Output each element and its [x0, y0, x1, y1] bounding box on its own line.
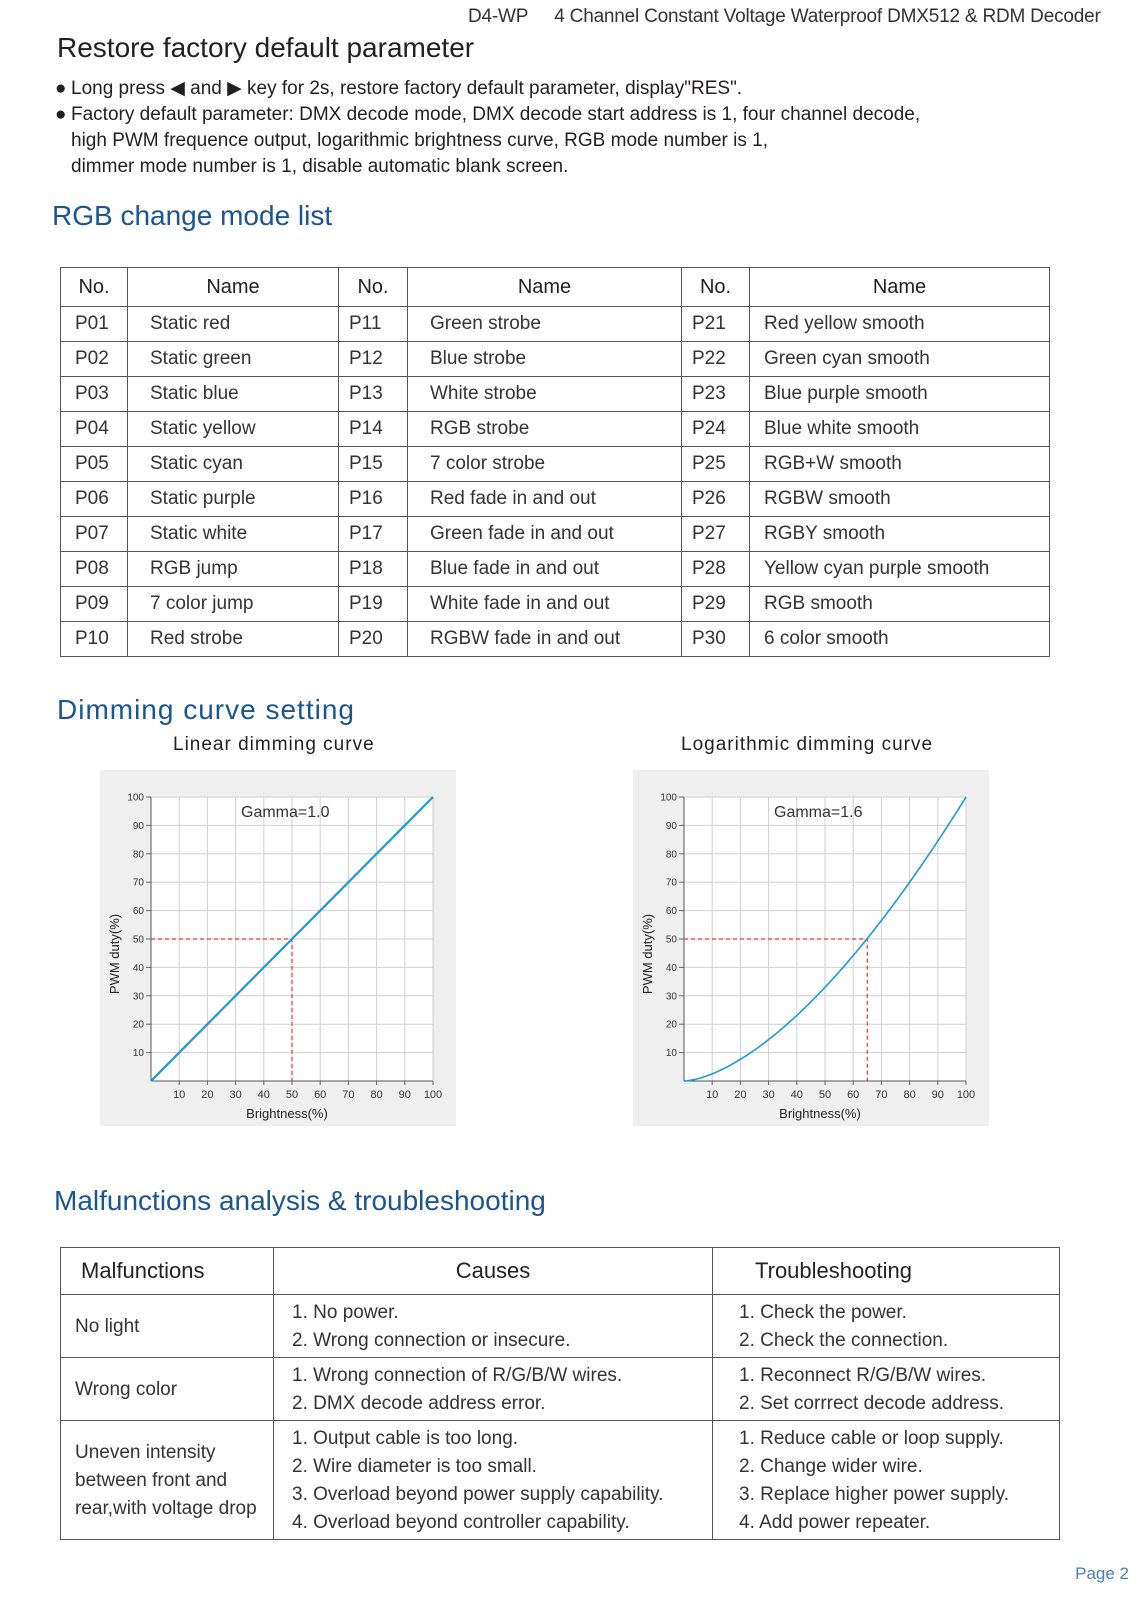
y-tick-label: 10	[132, 1048, 144, 1060]
y-axis-label: PWM duty(%)	[107, 913, 122, 995]
malfunctions-section-title: Malfunctions analysis & troubleshooting	[54, 1185, 546, 1216]
table-row	[61, 622, 1050, 657]
cell-line: 3. Overload beyond power supply capability.	[292, 1484, 664, 1505]
mode-number-cell: P02	[61, 342, 128, 377]
mode-name-cell: RGB+W smooth	[750, 447, 1050, 482]
column-header: No.	[339, 268, 408, 307]
mode-name-cell: RGBW fade in and out	[408, 622, 682, 657]
bullet-dot-icon: ●	[55, 104, 67, 125]
x-tick-label: 30	[229, 1089, 242, 1101]
mode-number-cell: P03	[61, 377, 128, 412]
malfunction-cell	[61, 1358, 274, 1421]
mode-name-cell: Blue strobe	[408, 342, 682, 377]
log-chart-svg	[633, 770, 989, 1126]
x-tick-label: 100	[956, 1089, 976, 1101]
mode-name-cell: Static cyan	[128, 447, 339, 482]
cell-line: 4. Add power repeater.	[739, 1512, 931, 1533]
y-tick-label: 90	[665, 820, 677, 832]
mode-name-cell: Static blue	[128, 377, 339, 412]
x-tick-label: 100	[423, 1089, 443, 1101]
malfunction-cell	[61, 1295, 274, 1358]
column-header: Name	[128, 268, 339, 307]
mode-name-cell: Static purple	[128, 482, 339, 517]
linear-chart-title: Linear dimming curve	[173, 734, 375, 755]
mode-number-cell: P10	[61, 622, 128, 657]
causes-cell	[274, 1295, 713, 1358]
y-tick-label: 50	[132, 934, 144, 946]
bullet-text: Long press ◀ and ▶ key for 2s, restore factory default parameter, display"RES".	[71, 78, 743, 99]
restore-section-title: Restore factory default parameter	[57, 32, 475, 63]
cell-line: 2. Check the connection.	[739, 1330, 949, 1351]
y-tick-label: 70	[132, 877, 144, 889]
table-row	[61, 307, 1050, 342]
mode-number-cell: P11	[339, 307, 408, 342]
cell-line: 1. Reduce cable or loop supply.	[739, 1428, 1004, 1449]
malfunction-cell	[61, 1421, 274, 1540]
x-tick-label: 80	[370, 1089, 383, 1101]
y-tick-label: 30	[132, 991, 144, 1003]
bullet-text: dimmer mode number is 1, disable automatic blank screen.	[71, 156, 569, 177]
malfunctions-table	[60, 1247, 1060, 1540]
cell-line: 2. Wire diameter is too small.	[292, 1456, 537, 1477]
cell-line: 2. Wrong connection or insecure.	[292, 1330, 571, 1351]
x-tick-label: 60	[847, 1089, 860, 1101]
mode-name-cell: Static green	[128, 342, 339, 377]
linear-chart-svg	[100, 770, 456, 1126]
rgb-section-title: RGB change mode list	[52, 200, 333, 231]
table-row	[61, 552, 1050, 587]
cell-line: 1. No power.	[292, 1302, 399, 1323]
y-tick-label: 40	[132, 962, 144, 974]
mode-number-cell: P28	[682, 552, 750, 587]
x-tick-label: 50	[818, 1089, 832, 1101]
mode-number-cell: P07	[61, 517, 128, 552]
y-axis-label: PWM duty(%)	[640, 913, 655, 995]
column-header: Name	[408, 268, 682, 307]
x-tick-label: 20	[201, 1089, 214, 1101]
mode-number-cell: P04	[61, 412, 128, 447]
cell-line: rear,with voltage drop	[75, 1498, 257, 1519]
bullet-dot-icon: ●	[55, 78, 67, 99]
malfunctions-table-body	[61, 1295, 1060, 1540]
mode-name-cell: Static red	[128, 307, 339, 342]
mode-number-cell: P08	[61, 552, 128, 587]
table-row	[61, 447, 1050, 482]
x-tick-label: 50	[285, 1089, 299, 1101]
mode-number-cell: P05	[61, 447, 128, 482]
mode-number-cell: P19	[339, 587, 408, 622]
y-tick-label: 80	[132, 849, 144, 861]
bullet-text: high PWM frequence output, logarithmic brightness curve, RGB mode number is 1,	[71, 130, 768, 151]
page-number: Page 2	[1075, 1564, 1129, 1583]
gamma-annotation: Gamma=1.0	[241, 804, 330, 821]
x-tick-label: 70	[875, 1089, 888, 1101]
cell-line: Uneven intensity	[75, 1442, 216, 1463]
mode-number-cell: P16	[339, 482, 408, 517]
restore-bullets	[55, 76, 920, 180]
mode-name-cell: RGB strobe	[408, 412, 682, 447]
mode-name-cell: 7 color strobe	[408, 447, 682, 482]
rgb-mode-table	[60, 267, 1050, 657]
table-header-row	[61, 1248, 1060, 1295]
y-tick-label: 60	[665, 906, 677, 918]
mode-name-cell: 6 color smooth	[750, 622, 1050, 657]
mode-number-cell: P13	[339, 377, 408, 412]
cell-line: Wrong color	[75, 1379, 178, 1400]
y-tick-label: 50	[665, 934, 677, 946]
y-tick-label: 40	[665, 962, 677, 974]
mode-number-cell: P29	[682, 587, 750, 622]
log-chart	[633, 770, 989, 1126]
mode-number-cell: P17	[339, 517, 408, 552]
table-row	[61, 377, 1050, 412]
table-row	[61, 517, 1050, 552]
mode-name-cell: 7 color jump	[128, 587, 339, 622]
y-tick-label: 60	[132, 906, 144, 918]
cell-line: 2. Set corrrect decode address.	[739, 1393, 1005, 1414]
cell-line: between front and	[75, 1470, 228, 1491]
x-tick-label: 20	[734, 1089, 747, 1101]
dimming-section-title: Dimming curve setting	[57, 694, 355, 725]
x-tick-label: 10	[706, 1089, 719, 1101]
cell-line: 1. Wrong connection of R/G/B/W wires.	[292, 1365, 623, 1386]
column-header: No.	[61, 268, 128, 307]
troubleshooting-cell	[713, 1358, 1060, 1421]
mode-name-cell: Static white	[128, 517, 339, 552]
mode-number-cell: P14	[339, 412, 408, 447]
cell-line: 4. Overload beyond controller capability.	[292, 1512, 630, 1533]
mode-name-cell: Blue white smooth	[750, 412, 1050, 447]
mode-number-cell: P12	[339, 342, 408, 377]
table-row	[61, 342, 1050, 377]
mode-number-cell: P30	[682, 622, 750, 657]
cell-line: 1. Output cable is too long.	[292, 1428, 519, 1449]
mode-number-cell: P26	[682, 482, 750, 517]
document-title: 4 Channel Constant Voltage Waterproof DMX512 & RDM Decoder	[554, 6, 1101, 27]
x-tick-label: 30	[762, 1089, 775, 1101]
mode-name-cell: Blue purple smooth	[750, 377, 1050, 412]
mode-number-cell: P27	[682, 517, 750, 552]
y-tick-label: 100	[127, 792, 144, 804]
cell-line: 2. DMX decode address error.	[292, 1393, 546, 1414]
x-tick-label: 10	[173, 1089, 186, 1101]
mode-number-cell: P01	[61, 307, 128, 342]
table-row	[61, 412, 1050, 447]
mode-number-cell: P21	[682, 307, 750, 342]
x-tick-label: 70	[342, 1089, 355, 1101]
mode-name-cell: RGBY smooth	[750, 517, 1050, 552]
mode-name-cell: RGB jump	[128, 552, 339, 587]
y-tick-label: 70	[665, 877, 677, 889]
x-axis-label: Brightness(%)	[246, 1106, 328, 1121]
x-tick-label: 40	[257, 1089, 270, 1101]
gamma-annotation: Gamma=1.6	[774, 804, 863, 821]
mode-number-cell: P25	[682, 447, 750, 482]
column-header: Causes	[274, 1248, 713, 1295]
mode-name-cell: Yellow cyan purple smooth	[750, 552, 1050, 587]
cell-line: 2. Change wider wire.	[739, 1456, 923, 1477]
mode-name-cell: RGB smooth	[750, 587, 1050, 622]
mode-name-cell: Red fade in and out	[408, 482, 682, 517]
mode-number-cell: P22	[682, 342, 750, 377]
mode-name-cell: Static yellow	[128, 412, 339, 447]
y-tick-label: 100	[660, 792, 677, 804]
cell-line: 3. Replace higher power supply.	[739, 1484, 1010, 1505]
table-row	[61, 1358, 1060, 1421]
y-tick-label: 10	[665, 1048, 677, 1060]
column-header: No.	[682, 268, 750, 307]
mode-name-cell: Blue fade in and out	[408, 552, 682, 587]
cell-line: 1. Reconnect R/G/B/W wires.	[739, 1365, 987, 1386]
mode-name-cell: RGBW smooth	[750, 482, 1050, 517]
mode-number-cell: P18	[339, 552, 408, 587]
mode-number-cell: P20	[339, 622, 408, 657]
cell-line: 1. Check the power.	[739, 1302, 907, 1323]
x-tick-label: 60	[314, 1089, 327, 1101]
table-row	[61, 1295, 1060, 1358]
x-tick-label: 90	[398, 1089, 411, 1101]
troubleshooting-cell	[713, 1421, 1060, 1540]
y-tick-label: 80	[665, 849, 677, 861]
column-header: Name	[750, 268, 1050, 307]
mode-name-cell: White fade in and out	[408, 587, 682, 622]
x-tick-label: 80	[903, 1089, 916, 1101]
column-header: Troubleshooting	[713, 1248, 1060, 1295]
linear-chart	[100, 770, 456, 1126]
table-row	[61, 587, 1050, 622]
mode-number-cell: P24	[682, 412, 750, 447]
rgb-table-body	[61, 307, 1050, 657]
x-tick-label: 90	[931, 1089, 944, 1101]
causes-cell	[274, 1421, 713, 1540]
causes-cell	[274, 1358, 713, 1421]
document-header	[468, 6, 1101, 28]
table-header-row	[61, 268, 1050, 307]
mode-name-cell: Red strobe	[128, 622, 339, 657]
mode-name-cell: Red yellow smooth	[750, 307, 1050, 342]
troubleshooting-cell	[713, 1295, 1060, 1358]
mode-name-cell: Green cyan smooth	[750, 342, 1050, 377]
y-tick-label: 30	[665, 991, 677, 1003]
bullet-item	[55, 76, 920, 102]
y-tick-label: 90	[132, 820, 144, 832]
bullet-text: Factory default parameter: DMX decode mode, DMX decode start address is 1, four channel decode,	[71, 104, 921, 125]
mode-number-cell: P06	[61, 482, 128, 517]
x-tick-label: 40	[790, 1089, 803, 1101]
mode-number-cell: P15	[339, 447, 408, 482]
column-header: Malfunctions	[61, 1248, 274, 1295]
table-row	[61, 482, 1050, 517]
mode-number-cell: P09	[61, 587, 128, 622]
mode-name-cell: Green fade in and out	[408, 517, 682, 552]
bullet-item	[55, 102, 920, 180]
y-tick-label: 20	[132, 1019, 144, 1031]
model-name: D4-WP	[468, 6, 529, 27]
table-row	[61, 1421, 1060, 1540]
x-axis-label: Brightness(%)	[779, 1106, 861, 1121]
mode-name-cell: White strobe	[408, 377, 682, 412]
cell-line: No light	[75, 1316, 140, 1337]
mode-number-cell: P23	[682, 377, 750, 412]
log-chart-title: Logarithmic dimming curve	[681, 734, 934, 755]
mode-name-cell: Green strobe	[408, 307, 682, 342]
y-tick-label: 20	[665, 1019, 677, 1031]
